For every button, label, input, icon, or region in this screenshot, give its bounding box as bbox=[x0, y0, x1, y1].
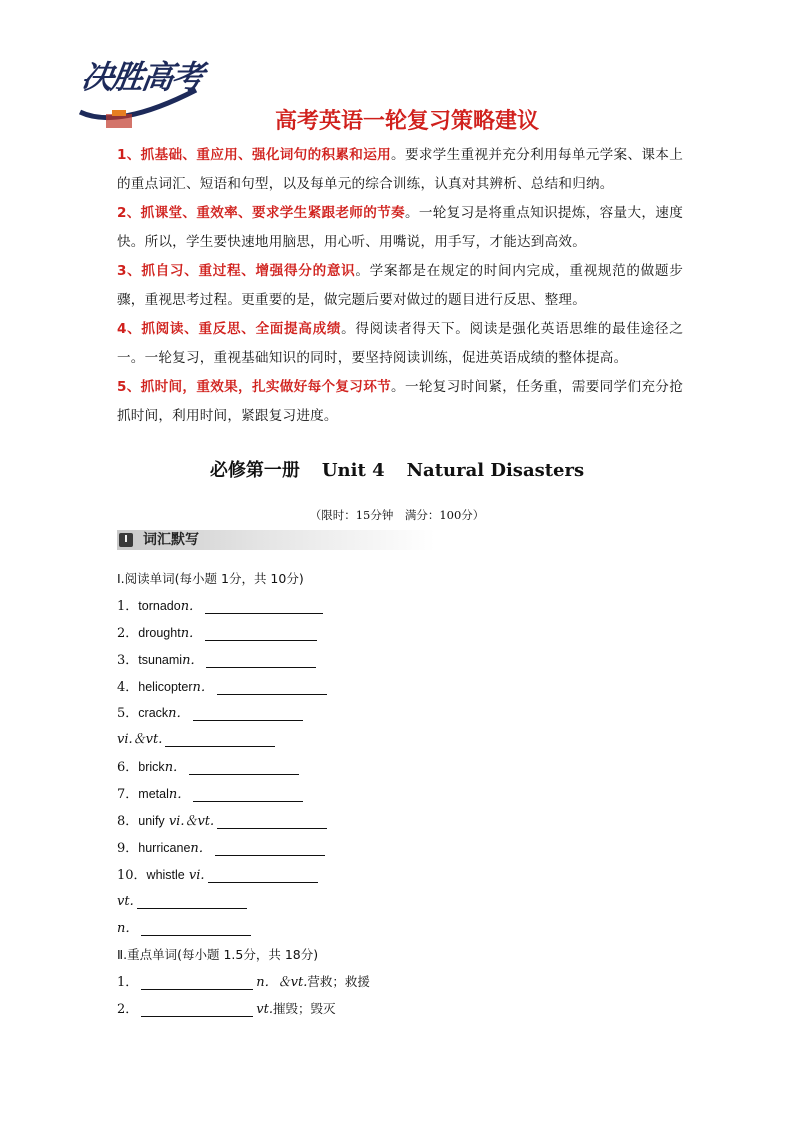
list-item: 10．whistle vi. bbox=[117, 862, 617, 889]
answer-blank[interactable] bbox=[141, 975, 253, 990]
part1-header: Ⅰ.阅读单词(每小题 1分，共 10分) bbox=[117, 571, 304, 586]
part2-header: Ⅱ.重点单词(每小题 1.5分，共 18分) bbox=[117, 947, 319, 963]
list-item: 8．unify vi.＆vt. bbox=[117, 808, 617, 835]
time-score-limits: （限时：15分钟 满分：100分） bbox=[309, 508, 485, 522]
answer-blank[interactable] bbox=[206, 653, 316, 668]
list-item: 2． vt.摧毁；毁灭 bbox=[117, 1001, 336, 1018]
list-item: vi.＆vt. bbox=[117, 727, 617, 754]
answer-blank[interactable] bbox=[193, 706, 303, 721]
unit-title: 必修第一册 Unit 4 Natural Disasters bbox=[209, 460, 585, 481]
section-header bbox=[117, 530, 435, 550]
tip-2: 2、抓课堂、重效率、要求学生紧跟老师的节奏。一轮复习是将重点知识提炼，容量大，速度快。所以，学生要快速地用脑思，用心听、用嘴说，用手写，才能达到高效。 bbox=[117, 205, 683, 250]
answer-blank[interactable] bbox=[189, 760, 299, 775]
answer-blank[interactable] bbox=[205, 626, 317, 641]
answer-blank[interactable] bbox=[165, 732, 275, 747]
list-item: 4．helicoptern． bbox=[117, 674, 617, 701]
strategy-tips bbox=[117, 141, 683, 431]
answer-blank[interactable] bbox=[217, 680, 327, 695]
answer-blank[interactable] bbox=[217, 814, 327, 829]
answer-blank[interactable] bbox=[193, 787, 303, 802]
logo-text: 决胜高考 bbox=[79, 58, 205, 96]
section-label: 词汇默写 bbox=[143, 532, 199, 548]
list-item: 1． n．＆vt.营救；救援 bbox=[117, 974, 370, 991]
answer-blank[interactable] bbox=[141, 1002, 253, 1017]
list-item: 7．metaln． bbox=[117, 781, 617, 808]
list-item: 3．tsunamin． bbox=[117, 647, 617, 674]
list-item: 6．brickn． bbox=[117, 754, 617, 781]
answer-blank[interactable] bbox=[137, 894, 247, 909]
section-number-icon: Ⅰ bbox=[119, 533, 133, 547]
list-item: 5．crackn． bbox=[117, 700, 617, 727]
list-item: vt. bbox=[117, 889, 617, 916]
list-item: n． bbox=[117, 916, 617, 943]
answer-blank[interactable] bbox=[208, 868, 318, 883]
page-title: 高考英语一轮复习策略建议 bbox=[274, 109, 539, 134]
tip-4: 4、抓阅读、重反思、全面提高成绩。得阅读者得天下。阅读是强化英语思维的最佳途径之一。一轮复习，重视基础知识的同时，要坚持阅读训练，促进英语成绩的整体提高。 bbox=[117, 321, 683, 366]
list-item: 1．tornadon． bbox=[117, 593, 617, 620]
tip-5: 5、抓时间，重效果，扎实做好每个复习环节。一轮复习时间紧，任务重，需要同学们充分抢抓时间，利用时间，紧跟复习进度。 bbox=[117, 379, 683, 424]
tip-1: 1、抓基础、重应用、强化词句的积累和运用。要求学生重视并充分利用每单元学案、课本上的重点词汇、短语和句型，以及每单元的综合训练，认真对其辨析、总结和归纳。 bbox=[117, 147, 683, 192]
vocab-exercise bbox=[117, 566, 617, 1023]
list-item: 9．hurricanen． bbox=[117, 835, 617, 862]
answer-blank[interactable] bbox=[215, 841, 325, 856]
tip-3: 3、抓自习、重过程、增强得分的意识。学案都是在规定的时间内完成，重视规范的做题步骤，重视思考过程。更重要的是，做完题后要对做过的题目进行反思、整理。 bbox=[117, 263, 683, 308]
answer-blank[interactable] bbox=[141, 921, 251, 936]
list-item: 2．droughtn． bbox=[117, 620, 617, 647]
answer-blank[interactable] bbox=[205, 599, 323, 614]
